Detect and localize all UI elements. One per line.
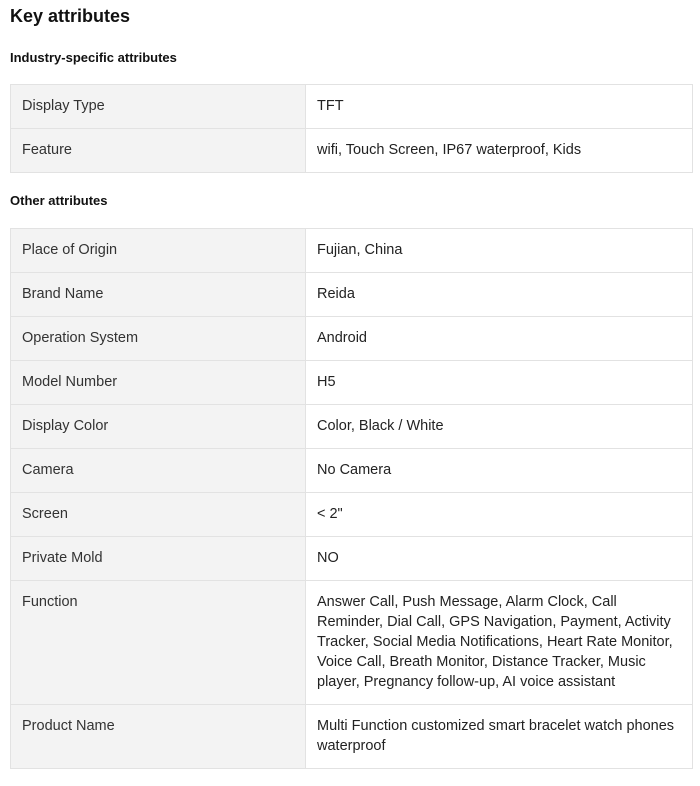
table-row — [11, 537, 693, 581]
attribute-value: Color, Black / White — [306, 405, 693, 449]
table-row — [11, 581, 693, 705]
attribute-name: Place of Origin — [11, 229, 306, 273]
table-row — [11, 317, 693, 361]
attribute-value: Android — [306, 317, 693, 361]
attribute-value: wifi, Touch Screen, IP67 waterproof, Kids — [306, 129, 693, 173]
table-row — [11, 405, 693, 449]
attribute-name: Feature — [11, 129, 306, 173]
attribute-name: Brand Name — [11, 273, 306, 317]
attribute-value: Fujian, China — [306, 229, 693, 273]
industry-attributes-table — [10, 84, 693, 173]
attribute-name: Private Mold — [11, 537, 306, 581]
industry-attributes-heading: Industry-specific attributes — [10, 50, 177, 65]
attribute-name: Operation System — [11, 317, 306, 361]
attribute-name: Function — [11, 581, 306, 705]
page-title: Key attributes — [10, 6, 131, 26]
attribute-name: Model Number — [11, 361, 306, 405]
attribute-value: TFT — [306, 85, 693, 129]
attribute-name: Product Name — [11, 705, 306, 769]
attribute-value: Answer Call, Push Message, Alarm Clock, Call Reminder, Dial Call, GPS Navigation, Payment, Activity Tracker, Social Media Notifications, Heart Rate Monitor, Voice Call, Breath Monitor, Distance Tracker, Music player, Pregnancy follow-up, AI voice assistant — [306, 581, 693, 705]
attribute-name: Display Type — [11, 85, 306, 129]
table-row — [11, 129, 693, 173]
table-row — [11, 705, 693, 769]
attribute-value: Reida — [306, 273, 693, 317]
attribute-value: < 2" — [306, 493, 693, 537]
table-row — [11, 85, 693, 129]
table-row — [11, 229, 693, 273]
attribute-value: NO — [306, 537, 693, 581]
table-row — [11, 493, 693, 537]
attribute-value: Multi Function customized smart bracelet watch phones waterproof — [306, 705, 693, 769]
attribute-value: No Camera — [306, 449, 693, 493]
table-row — [11, 361, 693, 405]
table-row — [11, 273, 693, 317]
attribute-value: H5 — [306, 361, 693, 405]
attribute-name: Display Color — [11, 405, 306, 449]
other-attributes-table — [10, 228, 693, 769]
attribute-name: Screen — [11, 493, 306, 537]
table-row — [11, 449, 693, 493]
other-attributes-heading: Other attributes — [10, 193, 108, 208]
attribute-name: Camera — [11, 449, 306, 493]
